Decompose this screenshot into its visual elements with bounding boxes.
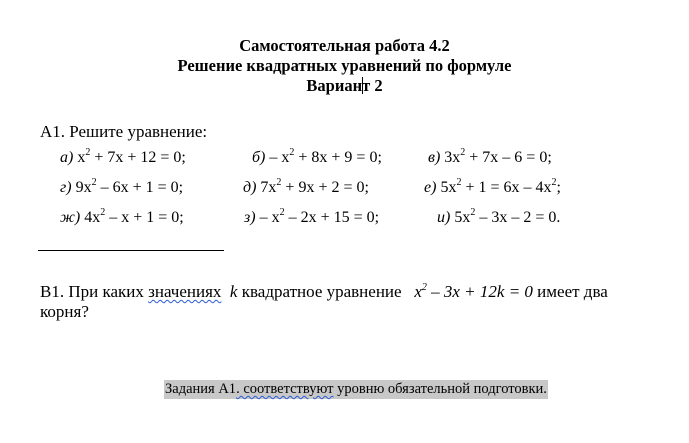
equation-zh: ж) $4x^2 - x + 1 = 0$; <box>60 207 184 226</box>
spellcheck-word[interactable]: значениях <box>148 282 222 301</box>
worksheet-subtitle: Решение квадратных уравнений по формуле <box>177 56 512 75</box>
equation-e: е) $5x^2 + 1 = 6x - 4x^2$; <box>424 177 561 196</box>
task-a1-label: А1. Решите уравнение: <box>40 122 208 141</box>
task-b1 <box>40 282 680 322</box>
equation-i: и) $5x^2 - 3x - 2 = 0$. <box>437 207 561 226</box>
spellcheck-phrase[interactable]: . соответствуют <box>236 381 334 397</box>
equation-g: г) $9x^2 - 6x + 1 = 0$; <box>60 177 184 196</box>
task-b1-line1: В1. При каких значениях k квадратное уравнение $x^2 - 3x + 12k = 0$ имеет два <box>40 282 608 301</box>
task-b1-line2: корня? <box>40 302 89 321</box>
section-divider <box>38 250 224 251</box>
equation-a: а) $x^2 + 7x + 12 = 0$; <box>60 147 186 166</box>
equation-d: д) $7x^2 + 9x + 2 = 0$; <box>243 177 369 196</box>
worksheet-header <box>0 36 689 96</box>
variant-label: Вариант 2 <box>306 76 383 95</box>
highlighted-footnote: Задания А1. соответствуют уровню обязательной подготовки. <box>165 381 547 397</box>
b1-equation: $x^2 - 3x + 12k = 0$ <box>414 282 533 301</box>
worksheet-title: Самостоятельная работа 4.2 <box>239 36 450 55</box>
equation-z: $з) - x^2 - 2x + 15 = 0$; <box>244 207 380 226</box>
equation-v: в) $3x^2 + 7x - 6 = 0$; <box>428 147 552 166</box>
equation-b: $б) - x^2 + 8x + 9 = 0$; <box>252 147 382 166</box>
variable-k: k <box>229 282 238 301</box>
